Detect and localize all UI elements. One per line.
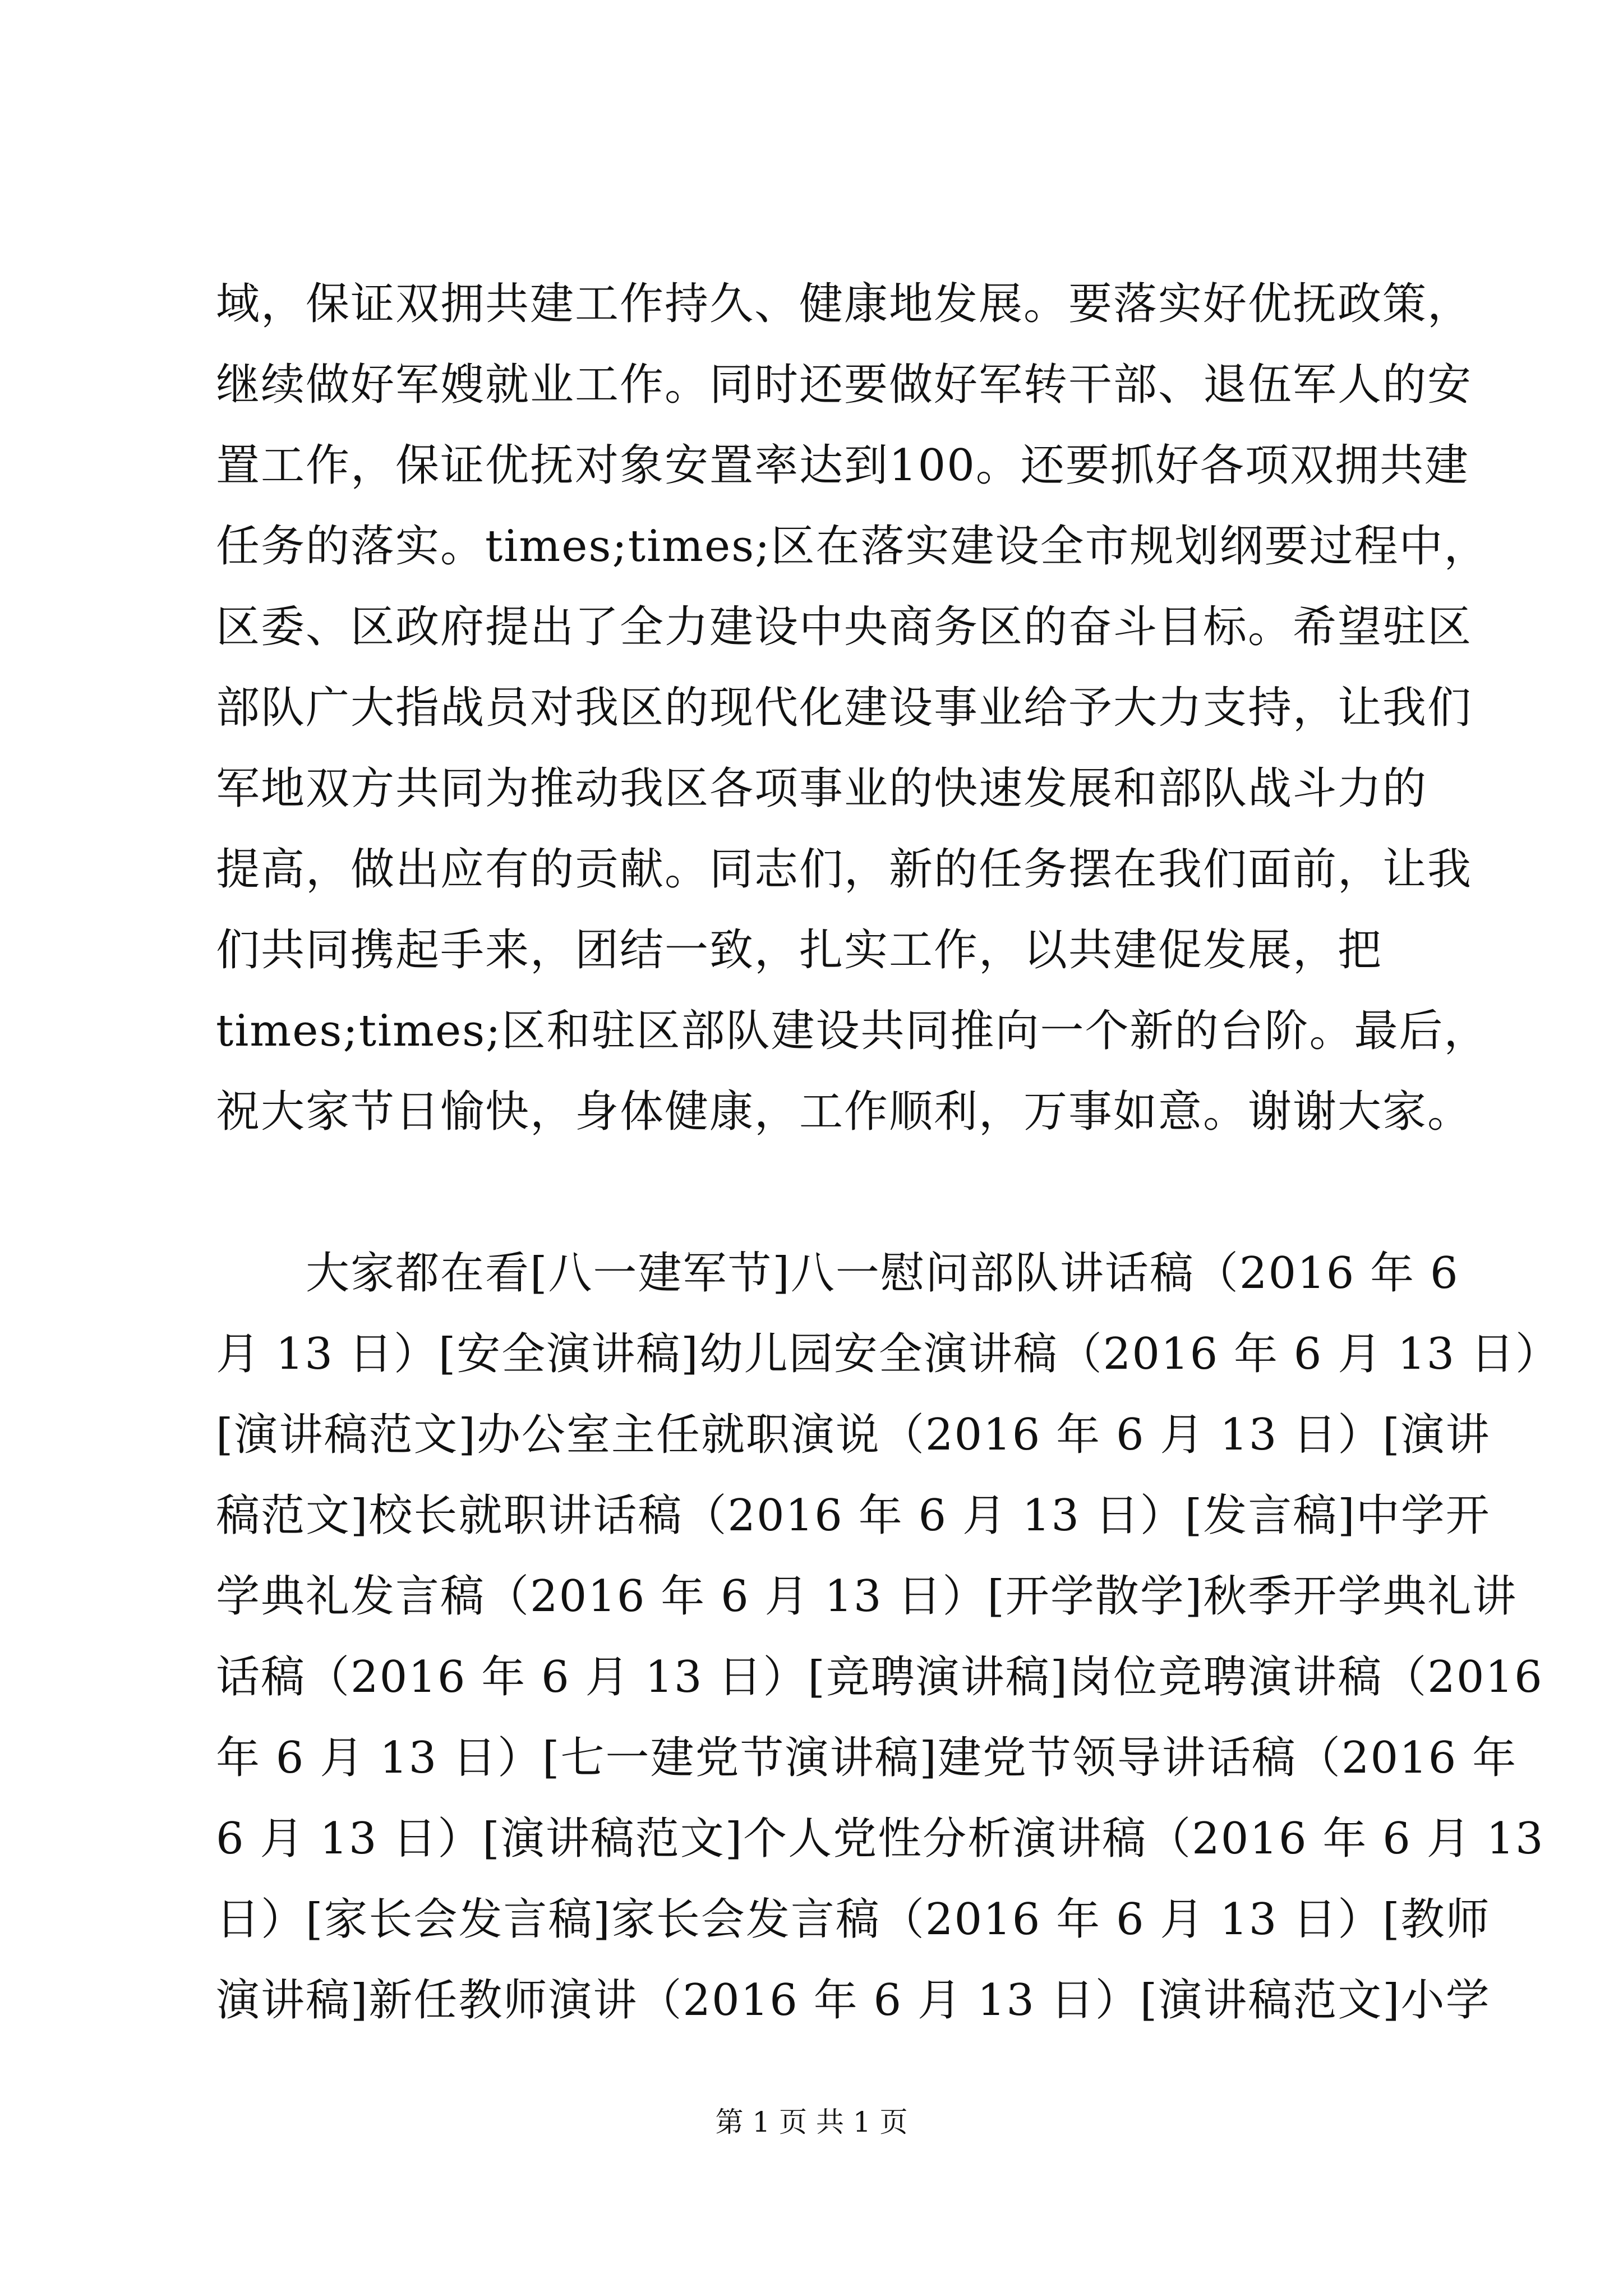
page-number: 第 1 页 共 1 页 [715, 2106, 908, 2138]
text-line: 任务的落实。times;times;区在落实建设全市规划纲要过程中， [216, 521, 1489, 572]
text-line: 大家都在看[八一建军节]八一慰问部队讲话稿（2016 年 6 [216, 1248, 1459, 1299]
text-line: 月 13 日）[安全演讲稿]幼儿园安全演讲稿（2016 年 6 月 13 日） [216, 1329, 1561, 1379]
text-line: 演讲稿]新任教师演讲（2016 年 6 月 13 日）[演讲稿范文]小学 [216, 1975, 1491, 2026]
text-line: 话稿（2016 年 6 月 13 日）[竞聘演讲稿]岗位竞聘演讲稿（2016 [216, 1652, 1543, 1703]
text-line: 祝大家节日愉快，身体健康，工作顺利，万事如意。谢谢大家。 [216, 1087, 1473, 1137]
body-paragraph-related-articles [216, 1233, 1561, 2041]
text-line: 年 6 月 13 日）[七一建党节演讲稿]建党节领导讲话稿（2016 年 [216, 1733, 1518, 1783]
text-line: 继续做好军嫂就业工作。同时还要做好军转干部、退伍军人的安 [216, 360, 1473, 410]
page-footer [0, 2102, 1623, 2142]
text-line: 置工作，保证优抚对象安置率达到100。还要抓好各项双拥共建 [216, 440, 1469, 491]
text-line: 域，保证双拥共建工作持久、健康地发展。要落实好优抚政策， [216, 279, 1473, 329]
text-line: [演讲稿范文]办公室主任就职演说（2016 年 6 月 13 日）[演讲 [216, 1410, 1491, 1460]
text-line: 提高，做出应有的贡献。同志们，新的任务摆在我们面前，让我 [216, 844, 1473, 895]
text-line: 6 月 13 日）[演讲稿范文]个人党性分析演讲稿（2016 年 6 月 13 [216, 1814, 1544, 1864]
text-line: 学典礼发言稿（2016 年 6 月 13 日）[开学散学]秋季开学典礼讲 [216, 1571, 1518, 1622]
text-line: 日）[家长会发言稿]家长会发言稿（2016 年 6 月 13 日）[教师 [216, 1894, 1491, 1945]
text-line: 部队广大指战员对我区的现代化建设事业给予大力支持，让我们 [216, 683, 1473, 733]
text-line: 军地双方共同为推动我区各项事业的快速发展和部队战斗力的 [216, 763, 1428, 814]
text-line: 区委、区政府提出了全力建设中央商务区的奋斗目标。希望驻区 [216, 602, 1473, 652]
text-line: 稿范文]校长就职讲话稿（2016 年 6 月 13 日）[发言稿]中学开 [216, 1490, 1491, 1541]
text-line: times;times;区和驻区部队建设共同推向一个新的台阶。最后， [216, 1006, 1489, 1056]
text-line: 们共同携起手来，团结一致，扎实工作，以共建促发展，把 [216, 925, 1383, 976]
body-paragraph-speech-ending [216, 264, 1489, 1152]
